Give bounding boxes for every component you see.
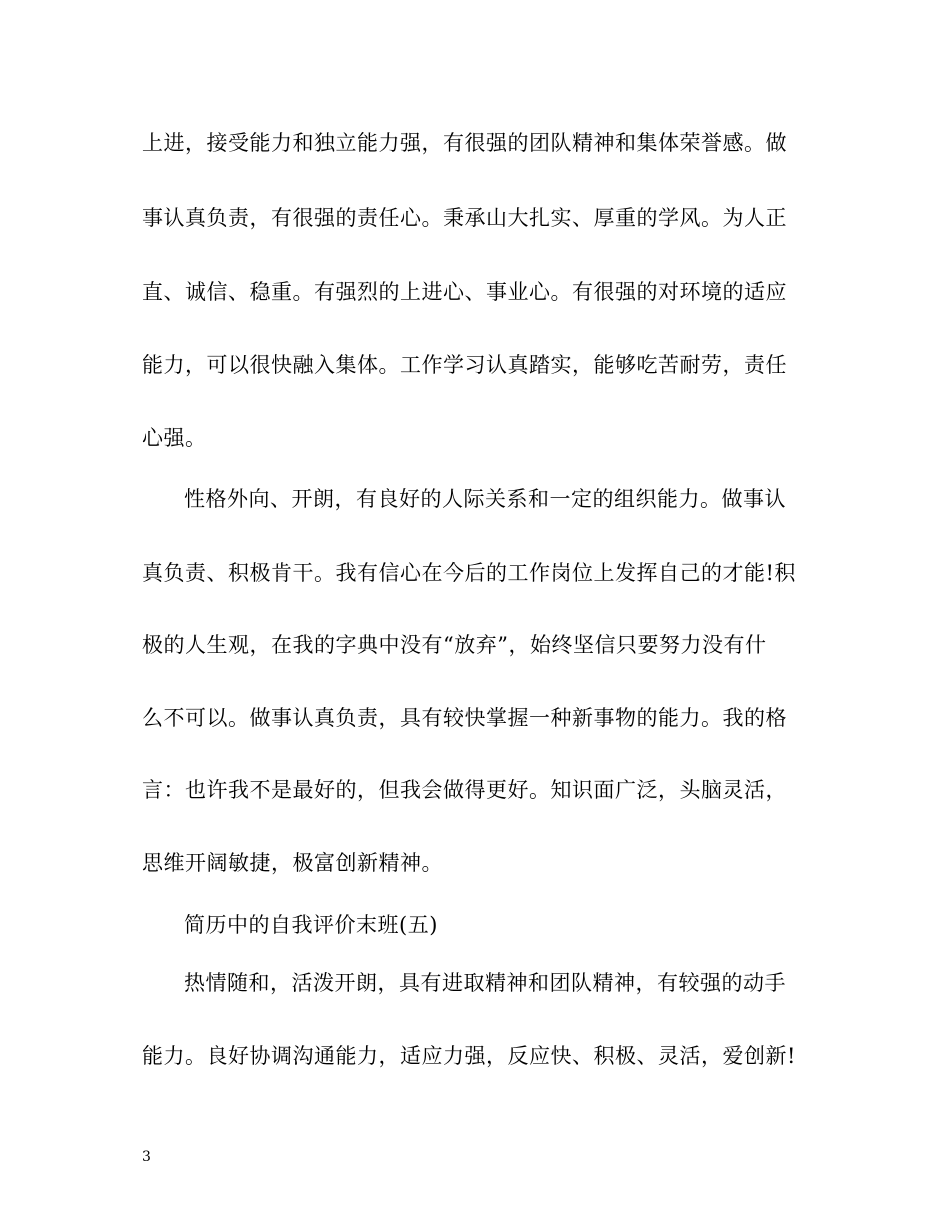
text-line: 么不可以。做事认真负责，具有较快掌握一种新事物的能力。我的格 bbox=[142, 706, 787, 730]
text-line: 上进，接受能力和独立能力强，有很强的团队精神和集体荣誉感。做 bbox=[142, 131, 787, 155]
text-line: 真负责、积极肯干。我有信心在今后的工作岗位上发挥自己的才能!积 bbox=[142, 561, 796, 585]
section-heading: 简历中的自我评价末班(五) bbox=[184, 913, 438, 937]
text-line: 思维开阔敏捷，极富创新精神。 bbox=[142, 851, 443, 875]
text-line: 言：也许我不是最好的，但我会做得更好。知识面广泛，头脑灵活， bbox=[142, 778, 787, 802]
text-line: 直、诚信、稳重。有强烈的上进心、事业心。有很强的对环境的适应 bbox=[142, 280, 787, 304]
text-line: 心强。 bbox=[142, 426, 207, 450]
text-line: 极的人生观，在我的字典中没有“放弃”，始终坚信只要努力没有什 bbox=[142, 633, 767, 657]
text-line: 能力。良好协调沟通能力，适应力强，反应快、积极、灵活，爱创新! bbox=[142, 1044, 796, 1068]
paragraph-first-line: 热情随和，活泼开朗，具有进取精神和团队精神，有较强的动手 bbox=[184, 971, 786, 995]
page-number: 3 bbox=[142, 1149, 151, 1165]
paragraph-first-line: 性格外向、开朗，有良好的人际关系和一定的组织能力。做事认 bbox=[184, 487, 786, 511]
text-line: 能力，可以很快融入集体。工作学习认真踏实，能够吃苦耐劳，责任 bbox=[142, 353, 787, 377]
text-line: 事认真负责，有很强的责任心。秉承山大扎实、厚重的学风。为人正 bbox=[142, 206, 787, 230]
